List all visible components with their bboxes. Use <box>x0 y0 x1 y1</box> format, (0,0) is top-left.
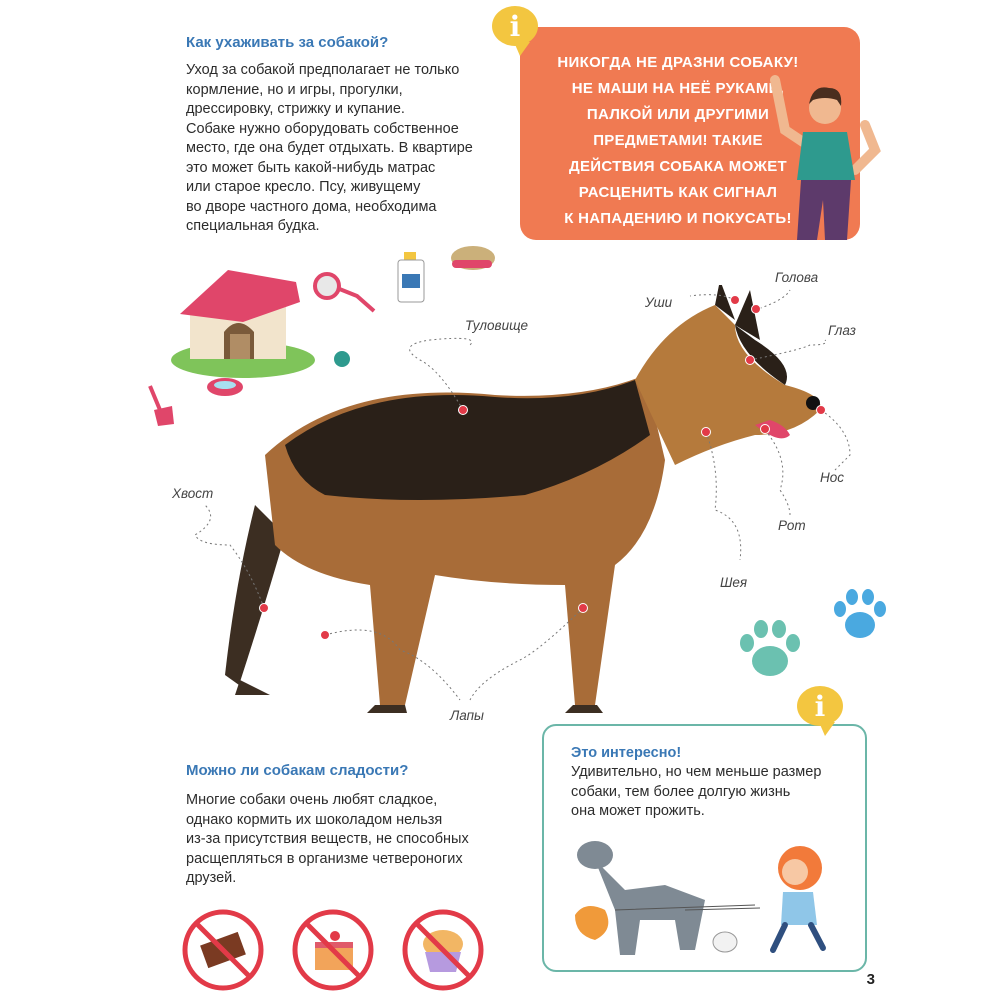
girl-with-dogs-illustration <box>555 830 860 965</box>
sweets-text: Многие собаки очень любят сладкое, однако кормить их шоколадом нельзя из-за присутствия веществ, не способных расщепляться в организме четвероногих друзей. <box>186 792 469 886</box>
marker-neck <box>701 427 711 437</box>
man-illustration <box>755 70 885 240</box>
label-ears: Уши <box>645 295 673 310</box>
care-title: Как ухаживать за собакой? <box>186 34 389 51</box>
marker-body <box>458 405 468 415</box>
label-mouth: Рот <box>778 518 806 533</box>
sweets-section <box>186 762 526 889</box>
chocolate-icon <box>181 908 265 992</box>
label-neck: Шея <box>720 575 748 590</box>
marker-eye <box>745 355 755 365</box>
label-eye: Глаз <box>828 323 856 338</box>
label-tail: Хвост <box>172 486 214 501</box>
marker-nose <box>816 405 826 415</box>
care-section <box>186 34 506 237</box>
interesting-content <box>571 745 856 822</box>
label-nose: Нос <box>820 470 845 485</box>
interesting-title: Это интересно! <box>571 745 682 761</box>
marker-head <box>751 304 761 314</box>
marker-mouth <box>760 424 770 434</box>
cupcake-icon <box>401 908 485 992</box>
marker-tail <box>259 603 269 613</box>
label-paws: Лапы <box>450 708 484 723</box>
marker-ears <box>730 295 740 305</box>
care-text: Уход за собакой предполагает не только кормление, но и игры, прогулки, дрессировку, стрижку и купание. Собаке нужно оборудовать собственное место, где она будет отдыхать. В квартире это может быть какой-нибудь матрас или старое кресло. Псу, живущему во дворе частного дома, необходима специальная будка. <box>186 62 473 234</box>
warning-text: НИКОГДА НЕ ДРАЗНИ СОБАКУ! НЕ МАШИ НА НЕЁ РУКАМИ, ПАЛКОЙ ИЛИ ДРУГИМИ ПРЕДМЕТАМИ! ТАКИЕ ДЕЙСТВИЯ СОБАКА МОЖЕТ РАСЦЕНИТЬ КАК СИГНАЛ К НАПАДЕНИЮ И ПОКУСАТЬ! <box>557 54 799 227</box>
info-icon: i <box>492 6 538 46</box>
sweets-title: Можно ли собакам сладости? <box>186 762 409 779</box>
scoop-icon <box>146 384 176 428</box>
interesting-text: Удивительно, но чем меньше размер собаки, тем более долгую жизнь она может прожить. <box>571 764 822 819</box>
label-head: Голова <box>775 270 819 285</box>
paw-print-icon <box>830 585 890 645</box>
label-body: Туловище <box>465 318 529 333</box>
brush-icon <box>448 242 498 278</box>
page-number: 3 <box>866 971 875 988</box>
paw-print-icon <box>735 615 805 685</box>
info-icon: i <box>797 686 843 726</box>
cake-icon <box>291 908 375 992</box>
marker-paw-back <box>320 630 330 640</box>
marker-paw-front <box>578 603 588 613</box>
